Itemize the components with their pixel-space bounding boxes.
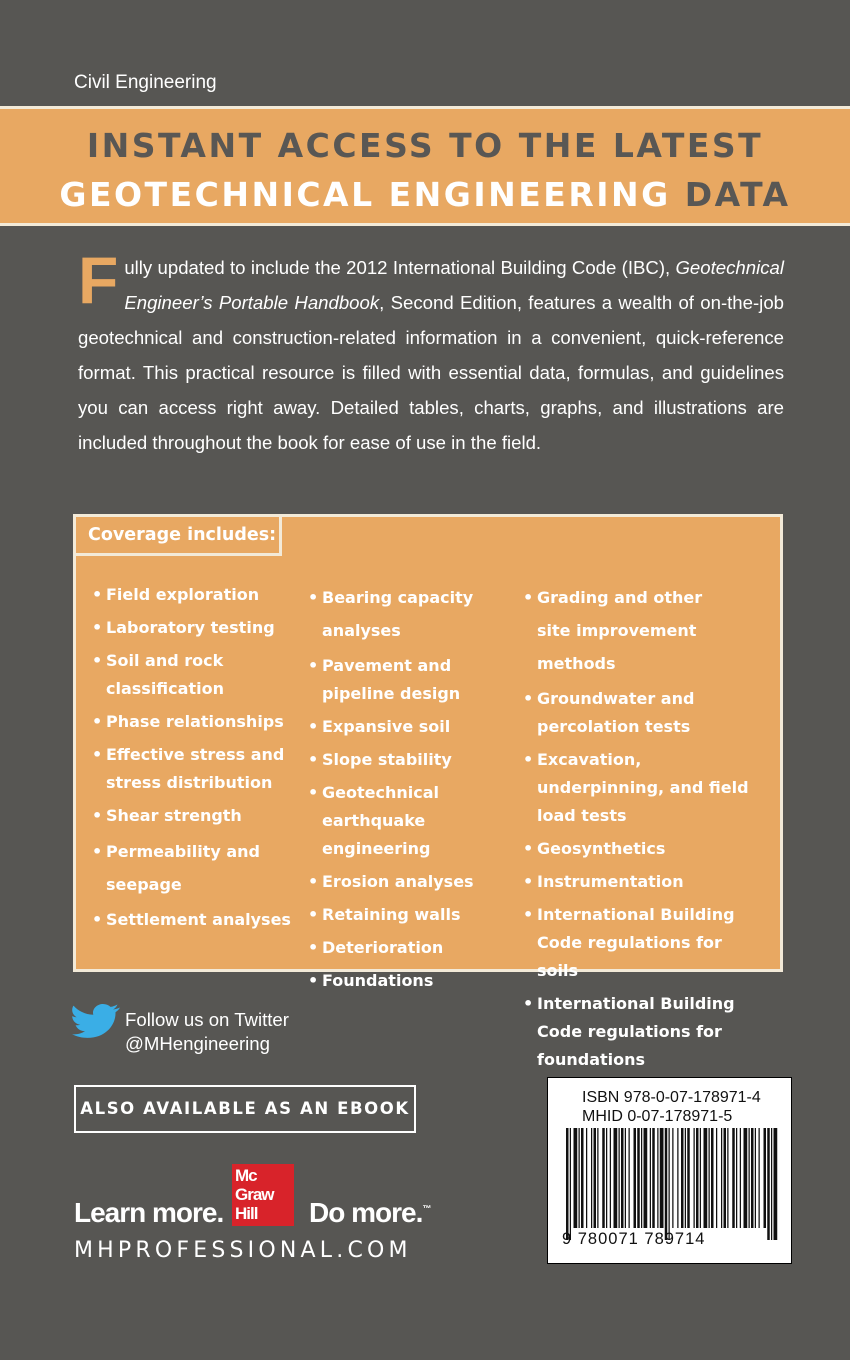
barcode-bar: [597, 1128, 598, 1228]
twitter-follow[interactable]: [72, 1004, 362, 1060]
barcode-bar: [721, 1128, 722, 1228]
coverage-item: • Expansive soil: [308, 713, 518, 741]
barcode-bar: [660, 1128, 664, 1228]
mcgraw-hill-logo: [232, 1164, 294, 1226]
barcode-bar: [677, 1128, 678, 1228]
coverage-item: • Laboratory testing: [92, 614, 292, 642]
barcode-bar: [625, 1128, 626, 1228]
barcode-bar: [602, 1128, 605, 1228]
headline-line-1: INSTANT ACCESS TO THE LATEST: [86, 126, 764, 165]
barcode-bar: [652, 1128, 655, 1228]
coverage-item: • Bearing capacity analyses: [308, 581, 492, 647]
intro-paragraph: [78, 243, 784, 460]
coverage-item: • Phase relationships: [92, 708, 292, 736]
coverage-item: • Grading and other site improvement methods: [523, 581, 737, 680]
barcode-bar: [774, 1128, 778, 1240]
barcode-bar: [579, 1128, 580, 1228]
barcode-bar: [751, 1128, 754, 1228]
coverage-item: • Soil and rock classification: [92, 647, 292, 703]
barcode-bar: [681, 1128, 684, 1228]
publisher-website[interactable]: MHPROFESSIONAL.COM: [74, 1238, 412, 1263]
headline-line-2: [0, 175, 850, 214]
logo-line-3: Hill: [235, 1204, 258, 1223]
barcode-bar: [704, 1128, 708, 1228]
barcode-bar: [696, 1128, 699, 1228]
barcode-bars: [560, 1128, 780, 1240]
trademark-symbol: ™: [422, 1203, 431, 1214]
barcode-bar: [767, 1128, 770, 1240]
barcode-bar: [634, 1128, 637, 1228]
barcode-bar: [700, 1128, 701, 1228]
barcode-bar: [694, 1128, 695, 1228]
coverage-item: • International Building Code regulations for foundations: [523, 990, 777, 1074]
isbn-number: ISBN 978-0-07-178971-4: [582, 1089, 761, 1106]
coverage-item: • Shear strength: [92, 802, 292, 830]
coverage-item: • Geotechnical earthquake engineering: [308, 779, 522, 863]
barcode-bar: [581, 1128, 584, 1228]
barcode-bar: [687, 1128, 690, 1228]
coverage-column-1: [92, 581, 292, 939]
barcode-bar: [672, 1128, 673, 1228]
intro-text-after: , Second Edition, features a wealth of on-the-job geotechnical and construction-related information in a convenient, quick-reference format. This practical resource is filled with essential data, formulas, and guidelines you can access right away. Detailed tables, charts, graphs, and illustrations are included throughout the book for ease of use in the field.: [78, 292, 784, 453]
barcode-bar: [764, 1128, 767, 1228]
coverage-item: • Deterioration: [308, 934, 518, 962]
barcode-bar: [716, 1128, 717, 1228]
tagline-learn-more: Learn more.: [74, 1197, 224, 1228]
headline-highlight: GEOTECHNICAL ENGINEERING: [59, 175, 671, 214]
coverage-item: • Erosion analyses: [308, 868, 518, 896]
barcode-bar: [657, 1128, 658, 1228]
barcode-bar: [574, 1128, 578, 1228]
coverage-item: • Groundwater and percolation tests: [523, 685, 697, 741]
coverage-title: Coverage includes:: [88, 525, 277, 545]
intro-text-before: ully updated to include the 2012 International Building Code (IBC),: [124, 257, 676, 278]
barcode-bar: [665, 1128, 668, 1240]
barcode-bar: [771, 1128, 772, 1240]
barcode-bar: [736, 1128, 737, 1228]
barcode-bar: [711, 1128, 714, 1228]
barcode-bar: [594, 1128, 597, 1228]
headline-banner: [0, 106, 850, 226]
isbn-text: [582, 1088, 761, 1126]
logo-line-1: Mc: [235, 1166, 257, 1185]
barcode-bar: [650, 1128, 651, 1228]
barcode-bar: [685, 1128, 686, 1228]
twitter-handle[interactable]: @MHengineering: [125, 1033, 270, 1054]
coverage-item: • Settlement analyses: [92, 906, 292, 934]
barcode-bar: [619, 1128, 620, 1228]
coverage-item: • Permeability and seepage: [92, 835, 266, 901]
coverage-tab: [73, 514, 282, 556]
category-label: Civil Engineering: [74, 72, 217, 93]
barcode-bar: [732, 1128, 735, 1228]
coverage-item: • Retaining walls: [308, 901, 518, 929]
barcode-bar: [610, 1128, 611, 1228]
book-title: Geotechnical Engineer’s Portable Handbook: [124, 257, 784, 313]
barcode-bar: [621, 1128, 624, 1228]
barcode-bar: [744, 1128, 748, 1228]
publisher-logo-row: [72, 1164, 432, 1236]
barcode-bar: [740, 1128, 741, 1228]
twitter-text: [125, 1008, 289, 1056]
barcode-bar: [755, 1128, 756, 1228]
barcode-bar: [709, 1128, 710, 1228]
barcode-bar: [644, 1128, 648, 1228]
barcode-bar: [586, 1128, 587, 1228]
coverage-column-3: [523, 581, 768, 1079]
tagline-do-more: [309, 1197, 430, 1229]
barcode-bar: [591, 1128, 592, 1228]
coverage-item: • Excavation, underpinning, and field load tests: [523, 746, 762, 830]
drop-cap: F: [78, 243, 119, 317]
barcode-bar: [749, 1128, 750, 1228]
coverage-item: • Slope stability: [308, 746, 518, 774]
barcode-bar: [759, 1128, 760, 1228]
barcode-bar: [566, 1128, 569, 1240]
coverage-item: • Effective stress and stress distribution: [92, 741, 292, 797]
coverage-column-2: [308, 581, 518, 1000]
barcode-bar: [614, 1128, 618, 1228]
coverage-item: • Geosynthetics: [523, 835, 768, 863]
twitter-bird-icon: [72, 1004, 122, 1038]
coverage-item: • Instrumentation: [523, 868, 768, 896]
barcode-number: 9 780071 789714: [562, 1230, 706, 1248]
barcode-bar: [727, 1128, 728, 1228]
do-more-text: Do more.: [309, 1197, 423, 1228]
barcode-bar: [641, 1128, 642, 1228]
coverage-item: • Pavement and pipeline design: [308, 652, 472, 708]
barcode-bar: [669, 1128, 670, 1240]
barcode-bar: [629, 1128, 630, 1228]
coverage-item: • Foundations: [308, 967, 518, 995]
isbn-barcode: [547, 1077, 792, 1264]
logo-line-2: Graw: [235, 1185, 274, 1204]
coverage-item: • International Building Code regulations for soils: [523, 901, 757, 985]
coverage-item: • Field exploration: [92, 581, 292, 609]
barcode-bar: [637, 1128, 640, 1228]
barcode-bar: [606, 1128, 607, 1228]
mhid-number: MHID 0-07-178971-5: [582, 1108, 733, 1125]
barcode-bar: [570, 1128, 571, 1240]
headline-rest: DATA: [670, 175, 791, 214]
barcode-bar: [724, 1128, 727, 1228]
twitter-line: Follow us on Twitter: [125, 1009, 289, 1030]
ebook-button[interactable]: ALSO AVAILABLE AS AN EBOOK: [74, 1085, 416, 1133]
